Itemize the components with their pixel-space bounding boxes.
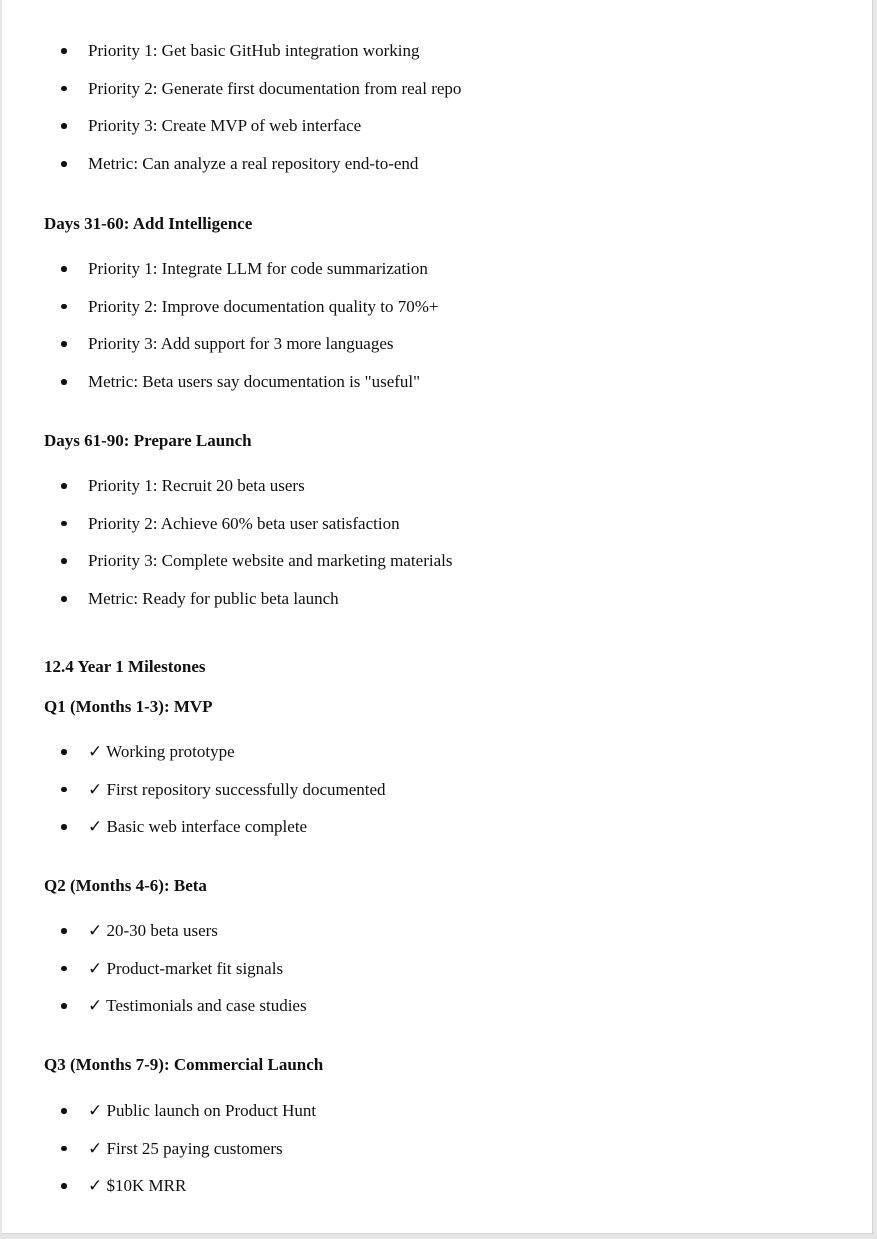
bullet-icon [61, 123, 67, 129]
list-item: Priority 2: Improve documentation quality to 70%+ [2, 297, 872, 335]
bullet-icon [61, 1183, 67, 1189]
list-item: ✓ $10K MRR [2, 1176, 872, 1214]
list-item: Priority 3: Complete website and marketing materials [2, 551, 872, 589]
bullet-icon [61, 824, 67, 830]
bullet-icon [61, 379, 67, 385]
q3-list [2, 1101, 872, 1214]
q3-section [2, 1101, 872, 1214]
list-item: Priority 1: Recruit 20 beta users [2, 476, 872, 514]
list-item: Priority 2: Achieve 60% beta user satisfaction [2, 514, 872, 552]
list-item: ✓ Working prototype [2, 742, 872, 780]
bullet-icon [61, 928, 67, 934]
bullet-icon [61, 1003, 67, 1009]
list-item: ✓ First 25 paying customers [2, 1139, 872, 1177]
list-item: Metric: Beta users say documentation is "useful" [2, 372, 872, 410]
q3-heading: Q3 (Months 7-9): Commercial Launch [44, 1055, 324, 1074]
days-61-90-heading: Days 61-90: Prepare Launch [44, 431, 252, 450]
bullet-icon [61, 161, 67, 167]
list-item: Priority 3: Add support for 3 more languages [2, 334, 872, 372]
days-31-60-heading: Days 31-60: Add Intelligence [44, 214, 253, 233]
bullet-icon [61, 749, 67, 755]
bullet-icon [61, 521, 67, 527]
bullet-icon [61, 86, 67, 92]
q1-section [2, 742, 872, 855]
days-61-90-section [2, 476, 872, 627]
list-item: ✓ Product-market fit signals [2, 959, 872, 997]
list-item: Priority 1: Integrate LLM for code summarization [2, 259, 872, 297]
bullet-icon [61, 304, 67, 310]
list-item: Metric: Ready for public beta launch [2, 589, 872, 627]
list-item: ✓ First repository successfully documented [2, 780, 872, 818]
list-item: ✓ Basic web interface complete [2, 817, 872, 855]
bullet-icon [61, 787, 67, 793]
list-item: ✓ 20-30 beta users [2, 921, 872, 959]
q2-list [2, 921, 872, 1034]
bullet-icon [61, 966, 67, 972]
q2-heading: Q2 (Months 4-6): Beta [44, 876, 207, 895]
days-1-30-section [2, 41, 872, 192]
q1-list [2, 742, 872, 855]
q1-heading: Q1 (Months 1-3): MVP [44, 697, 213, 716]
bullet-icon [61, 266, 67, 272]
days-1-30-list [2, 41, 872, 192]
bullet-icon [61, 558, 67, 564]
milestones-title: 12.4 Year 1 Milestones [44, 657, 206, 676]
bullet-icon [61, 1146, 67, 1152]
q2-section [2, 921, 872, 1034]
bullet-icon [61, 483, 67, 489]
document-page [2, 0, 873, 1234]
bullet-icon [61, 48, 67, 54]
list-item: ✓ Testimonials and case studies [2, 996, 872, 1034]
days-31-60-list [2, 259, 872, 410]
bullet-icon [61, 341, 67, 347]
list-item: ✓ Public launch on Product Hunt [2, 1101, 872, 1139]
list-item: Metric: Can analyze a real repository end-to-end [2, 154, 872, 192]
days-31-60-section [2, 259, 872, 410]
list-item: Priority 3: Create MVP of web interface [2, 116, 872, 154]
list-item: Priority 2: Generate first documentation from real repo [2, 79, 872, 117]
list-item: Priority 1: Get basic GitHub integration working [2, 41, 872, 79]
bullet-icon [61, 1108, 67, 1114]
days-61-90-list [2, 476, 872, 627]
bullet-icon [61, 596, 67, 602]
